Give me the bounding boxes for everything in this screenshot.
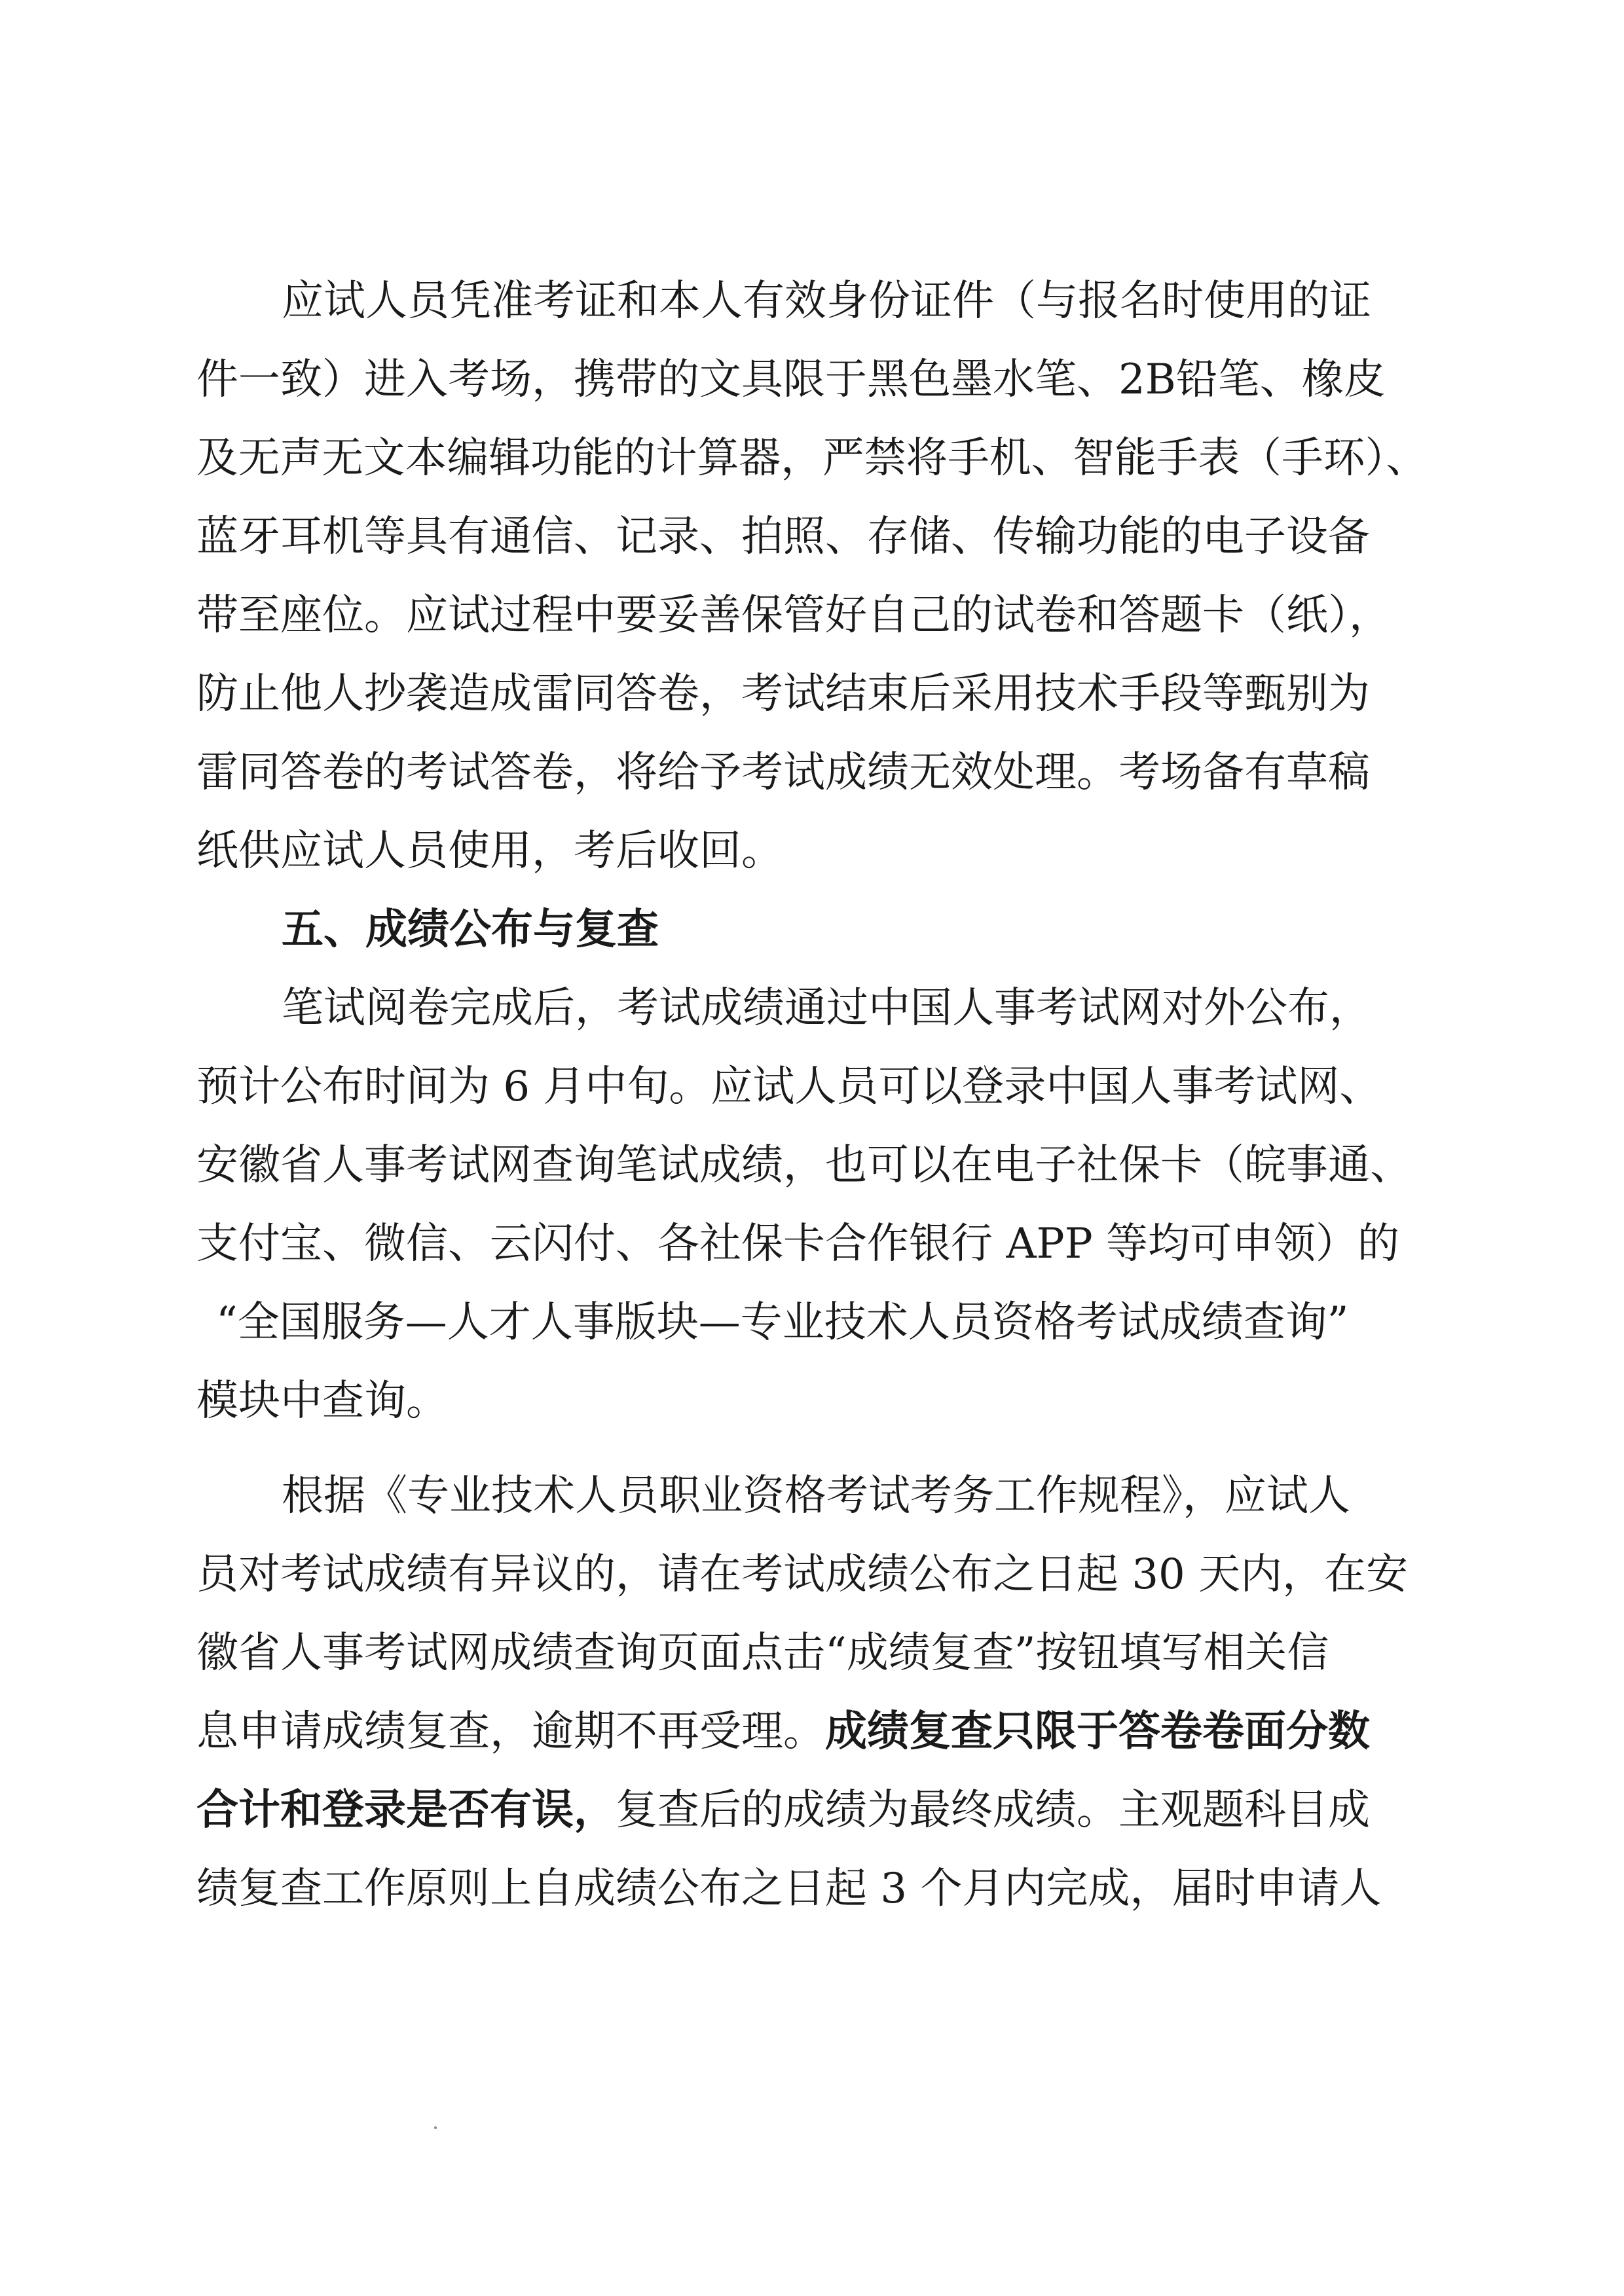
section-heading: 五、成绩公布与复查 (282, 905, 659, 954)
paragraph-3-line-4-bold: 成绩复查只限于答卷卷面分数 (825, 1707, 1370, 1756)
paragraph-2-line-5: “全国服务—人才人事版块—专业技术人员资格考试成绩查询” (216, 1298, 1349, 1347)
paragraph-1-line-7: 雷同答卷的考试答卷，将给予考试成绩无效处理。考场备有草稿 (196, 748, 1370, 797)
paragraph-1-line-3: 及无声无文本编辑功能的计算器，严禁将手机、智能手表（手环）、 (196, 434, 1428, 483)
paragraph-1-line-8: 纸供应试人员使用，考后收回。 (196, 827, 783, 875)
paragraph-3-line-4 (196, 1705, 1370, 1758)
paragraph-1-line-6: 防止他人抄袭造成雷同答卷，考试结束后采用技术手段等甄别为 (196, 670, 1370, 718)
paragraph-3-line-5 (196, 1784, 1370, 1836)
paragraph-2-line-2: 预计公布时间为 6 月中旬。应试人员可以登录中国人事考试网、 (196, 1063, 1382, 1111)
paragraph-1-line-1: 应试人员凭准考证和本人有效身份证件（与报名时使用的证 (282, 277, 1371, 325)
paragraph-3-line-3: 徽省人事考试网成绩查询页面点击“成绩复查”按钮填写相关信 (196, 1629, 1329, 1677)
paragraph-3-line-4-normal: 息申请成绩复查，逾期不再受理。 (196, 1707, 825, 1756)
paragraph-1-line-4: 蓝牙耳机等具有通信、记录、拍照、存储、传输功能的电子设备 (196, 513, 1370, 561)
paragraph-3-line-5-bold: 合计和登录是否有误， (196, 1785, 616, 1834)
paragraph-2-line-1: 笔试阅卷完成后，考试成绩通过中国人事考试网对外公布， (282, 984, 1371, 1032)
paragraph-2-line-3: 安徽省人事考试网查询笔试成绩，也可以在电子社保卡（皖事通、 (196, 1141, 1412, 1190)
scan-speck (434, 2126, 437, 2129)
paragraph-2-line-6: 模块中查询。 (196, 1377, 448, 1425)
paragraph-3-line-6: 绩复查工作原则上自成绩公布之日起 3 个月内完成，届时申请人 (196, 1865, 1382, 1913)
paragraph-3-line-5-normal: 复查后的成绩为最终成绩。主观题科目成 (616, 1786, 1370, 1834)
paragraph-1-line-5: 带至座位。应试过程中要妥善保管好自己的试卷和答题卡（纸）， (196, 591, 1391, 640)
paragraph-2-line-4: 支付宝、微信、云闪付、各社保卡合作银行 APP 等均可申领）的 (196, 1220, 1400, 1268)
paragraph-3-line-2: 员对考试成绩有异议的，请在考试成绩公布之日起 30 天内，在安 (196, 1550, 1409, 1599)
paragraph-3-line-1: 根据《专业技术人员职业资格考试考务工作规程》，应试人 (282, 1472, 1350, 1520)
paragraph-1-line-2: 件一致）进入考场，携带的文具限于黑色墨水笔、2B铅笔、橡皮 (196, 355, 1386, 404)
